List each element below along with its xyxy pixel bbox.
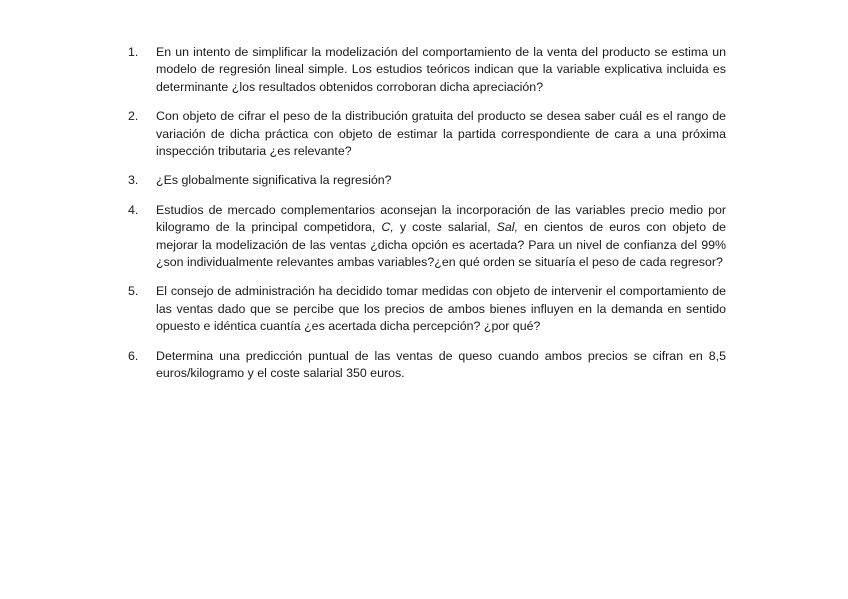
question-number: 4. [128,202,139,217]
question-item [128,44,726,96]
question-text [156,108,726,160]
question-text [156,172,726,189]
question-text-segment: Estudios de mercado complementarios aconsejan la incorporación de las variables precio medio por kilogramo de la principal competidora, [156,202,726,235]
question-item [128,202,726,272]
question-text-segment: En un intento de simplificar la modelización del comportamiento de la venta del producto se estima un modelo de regresión lineal simple. Los estudios teóricos indican que la variable explicativa incluida es determinante ¿los resultados obtenidos corroboran dicha apreciación? [156,45,726,94]
question-text-segment: El consejo de administración ha decidido tomar medidas con objeto de intervenir el comportamiento de las ventas dado que se percibe que los precios de ambos bienes influyen en la demanda en sentido opuesto e idéntica cuantía ¿es acertada dicha percepción? ¿por qué? [156,284,726,334]
question-text [156,348,726,383]
question-text-segment: y coste salarial, [393,220,497,235]
variable-name-sal: Sal, [496,220,519,235]
question-item [128,348,726,383]
question-text-segment: en cientos de euros con objeto de mejorar la modelización de las ventas ¿dicha opción es acertada? Para un nivel de confianza del 99% ¿son individualmente relevantes ambas variables?¿en qué orden se situaría el peso de cada regresor? [156,220,726,270]
question-item [128,172,726,189]
question-list [128,44,726,395]
question-number: 6. [128,348,139,363]
question-item [128,108,726,160]
question-text [156,202,726,272]
variable-name-c: C, [381,220,394,235]
question-number: 2. [128,109,139,124]
question-item [128,283,726,335]
question-number: 1. [128,45,139,59]
question-text [156,283,726,335]
question-text [156,44,726,96]
question-text-segment: Con objeto de cifrar el peso de la distribución gratuita del producto se desea saber cuál es el rango de variación de dicha práctica con objeto de estimar la partida correspondiente de cara a una próxima inspección tributaria ¿es relevante? [156,109,726,159]
question-number: 3. [128,173,139,188]
question-text-segment: Determina una predicción puntual de las ventas de queso cuando ambos precios se cifran en 8,5 euros/kilogramo y el coste salarial 350 euros. [156,348,726,381]
question-number: 5. [128,284,139,299]
question-text-segment: ¿Es globalmente significativa la regresión? [156,173,392,188]
